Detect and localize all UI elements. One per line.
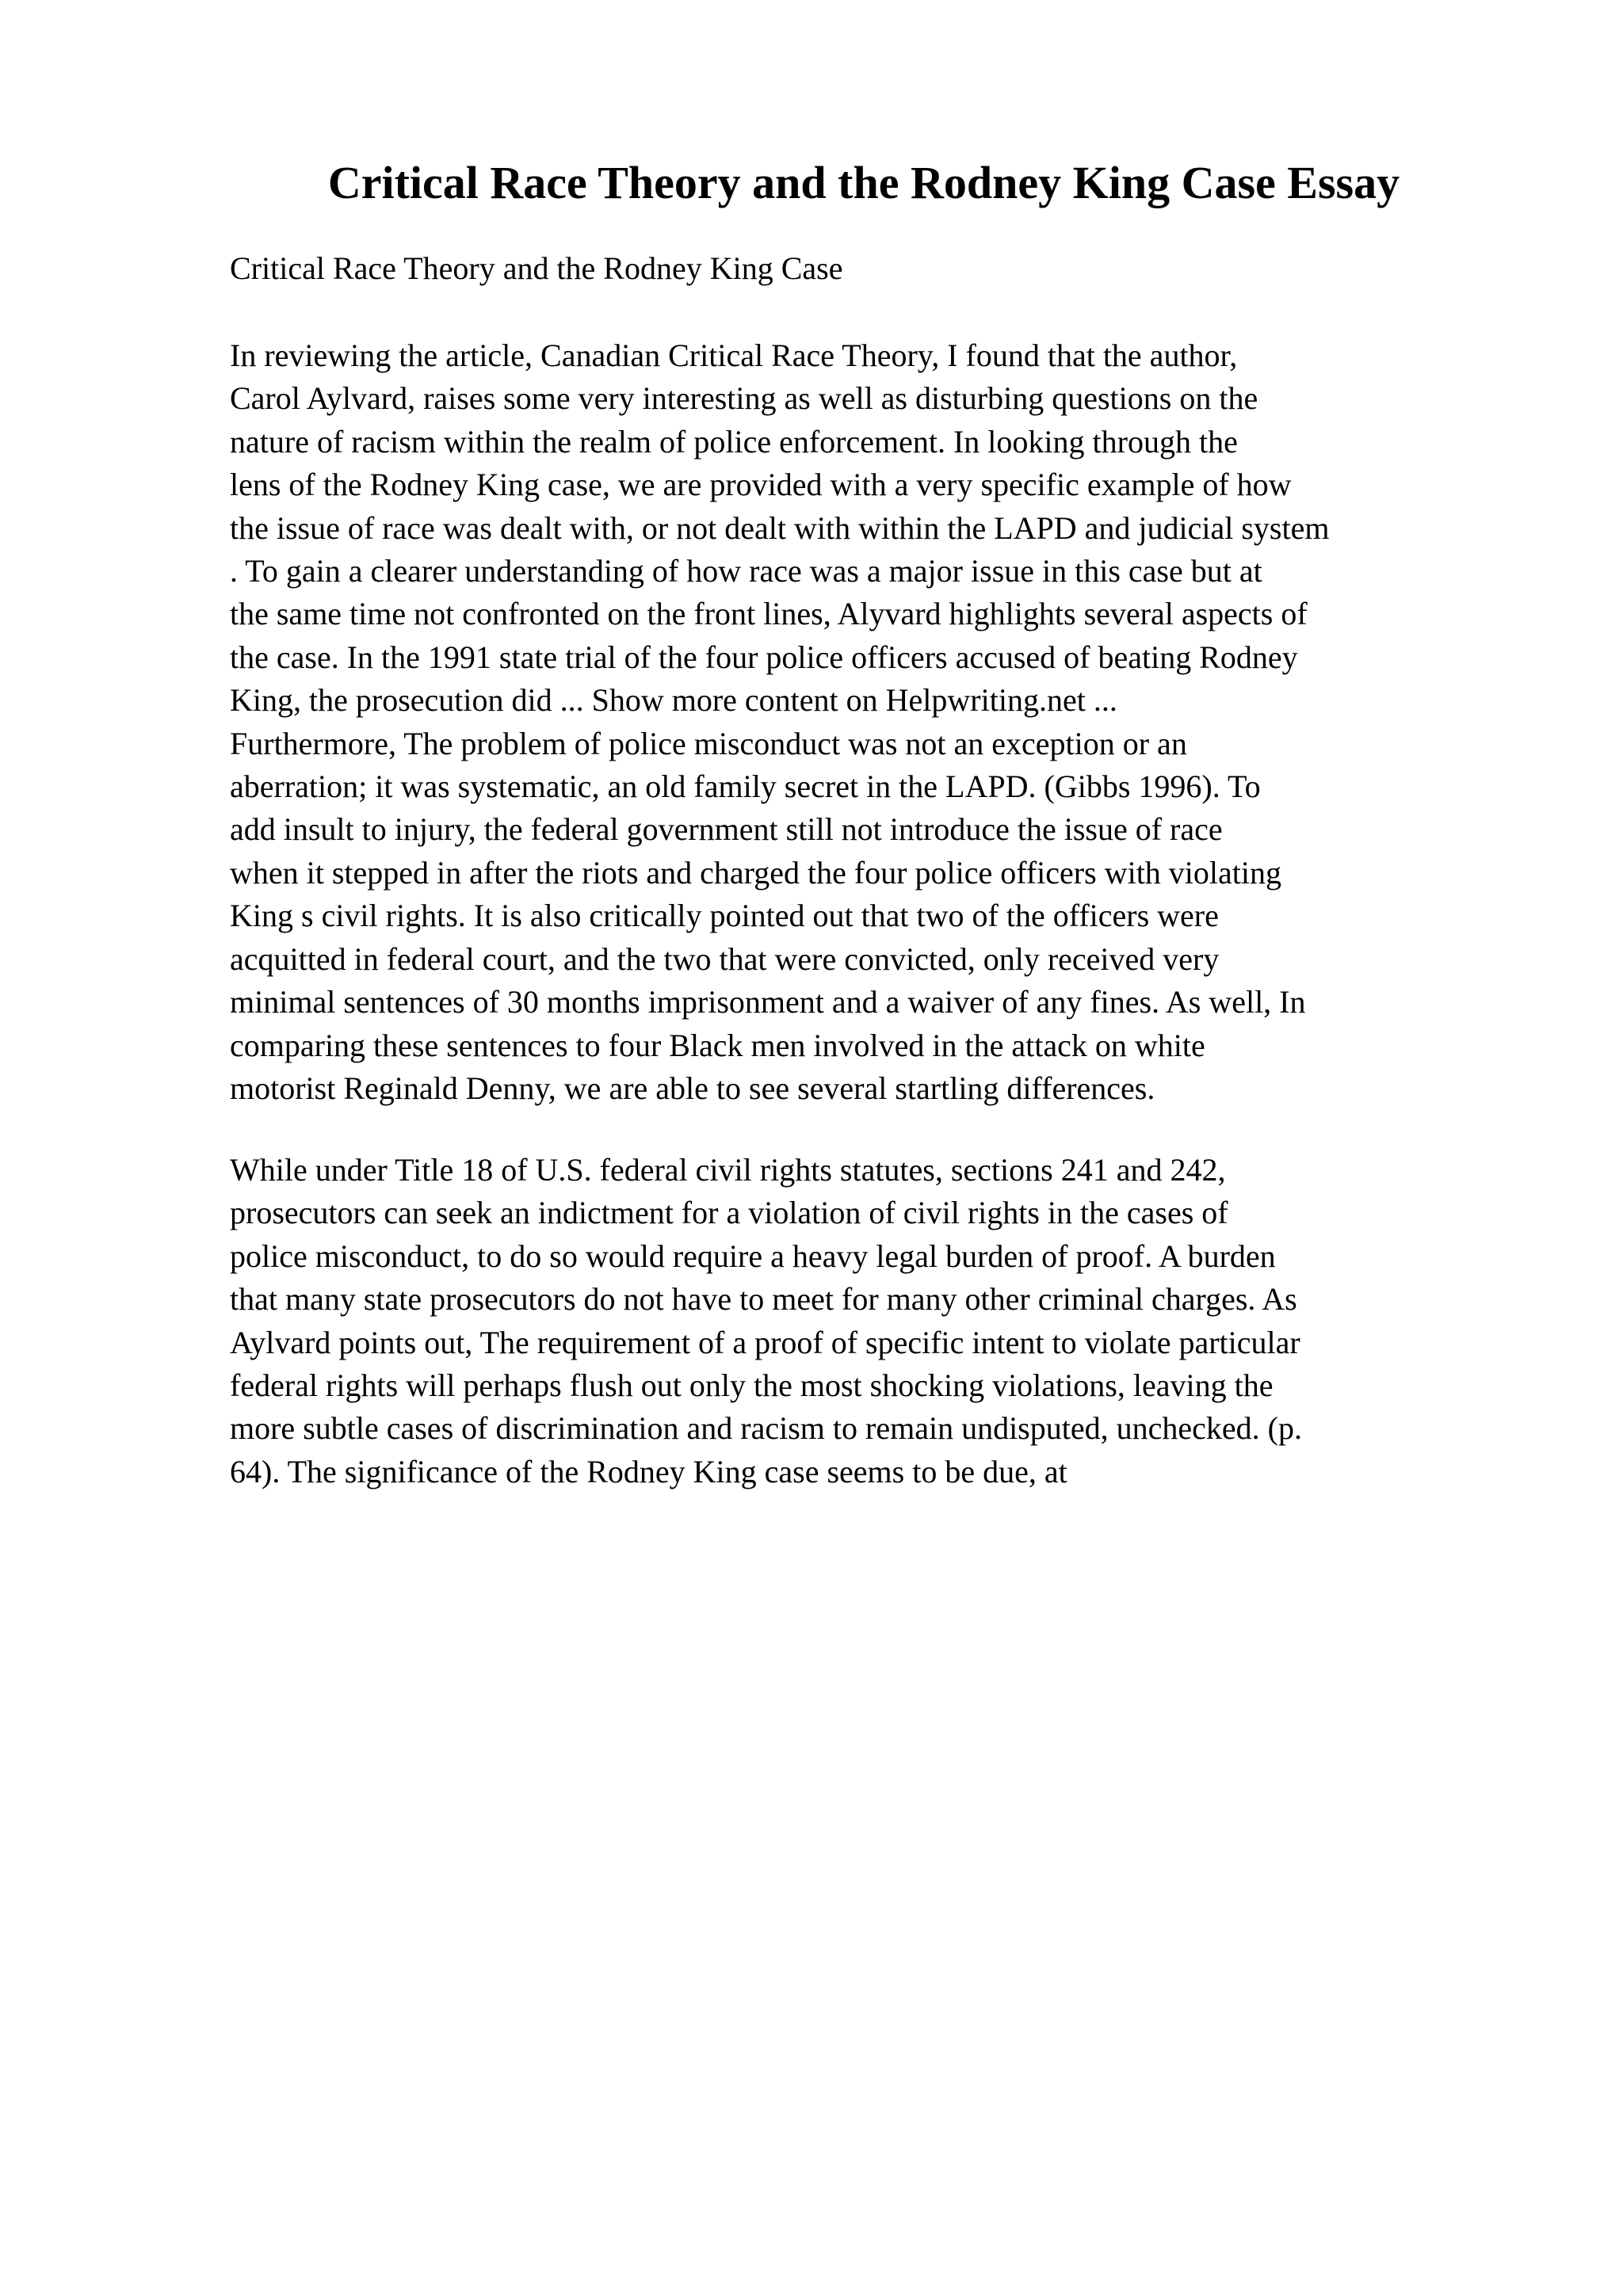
- text-line: prosecutors can seek an indictment for a violation of civil rights in the cases of: [230, 1195, 1228, 1231]
- text-line: motorist Reginald Denny, we are able to see several startling differences.: [230, 1070, 1155, 1106]
- text-line: the same time not confronted on the front lines, Alyvard highlights several aspects of: [230, 596, 1308, 632]
- text-line: While under Title 18 of U.S. federal civil rights statutes, sections 241 and 242,: [230, 1152, 1226, 1188]
- text-line: comparing these sentences to four Black men involved in the attack on white: [230, 1027, 1205, 1063]
- text-line: minimal sentences of 30 months imprisonment and a waiver of any fines. As well, In: [230, 984, 1306, 1020]
- text-line: add insult to injury, the federal government still not introduce the issue of race: [230, 811, 1223, 848]
- document-subtitle: Critical Race Theory and the Rodney King Case: [230, 250, 843, 286]
- text-line: acquitted in federal court, and the two that were convicted, only received very: [230, 940, 1220, 977]
- text-line: King s civil rights. It is also critically pointed out that two of the officers were: [230, 898, 1219, 934]
- text-line: nature of racism within the realm of police enforcement. In looking through the: [230, 423, 1238, 460]
- text-line: 64). The significance of the Rodney King case seems to be due, at: [230, 1453, 1067, 1489]
- text-line: when it stepped in after the riots and charged the four police officers with violating: [230, 854, 1282, 891]
- text-line: lens of the Rodney King case, we are provided with a very specific example of how: [230, 467, 1292, 503]
- text-line: the case. In the 1991 state trial of the four police officers accused of beating Rodney: [230, 639, 1298, 675]
- text-line: police misconduct, to do so would require a heavy legal burden of proof. A burden: [230, 1238, 1276, 1274]
- text-line: federal rights will perhaps flush out only the most shocking violations, leaving the: [230, 1367, 1274, 1404]
- document-title: Critical Race Theory and the Rodney King Case Essay: [327, 157, 1400, 208]
- text-line: Furthermore, The problem of police misconduct was not an exception or an: [230, 725, 1187, 761]
- paragraph-2: [230, 1149, 1514, 1493]
- text-line: that many state prosecutors do not have to meet for many other criminal charges. As: [230, 1281, 1297, 1318]
- text-line: Carol Aylvard, raises some very interesting as well as disturbing questions on the: [230, 380, 1258, 417]
- paragraph-1: [230, 334, 1514, 1110]
- text-line: Aylvard points out, The requirement of a proof of specific intent to violate particular: [230, 1324, 1300, 1360]
- text-line: the issue of race was dealt with, or not dealt with within the LAPD and judicial system: [230, 509, 1330, 546]
- text-line: King, the prosecution did ... Show more content on Helpwriting.net ...: [230, 682, 1117, 719]
- text-line: . To gain a clearer understanding of how race was a major issue in this case but at: [230, 553, 1262, 589]
- text-line: In reviewing the article, Canadian Critical Race Theory, I found that the author,: [230, 338, 1238, 373]
- text-line: more subtle cases of discrimination and racism to remain undisputed, unchecked. (p.: [230, 1410, 1302, 1447]
- text-line: aberration; it was systematic, an old family secret in the LAPD. (Gibbs 1996). To: [230, 769, 1261, 805]
